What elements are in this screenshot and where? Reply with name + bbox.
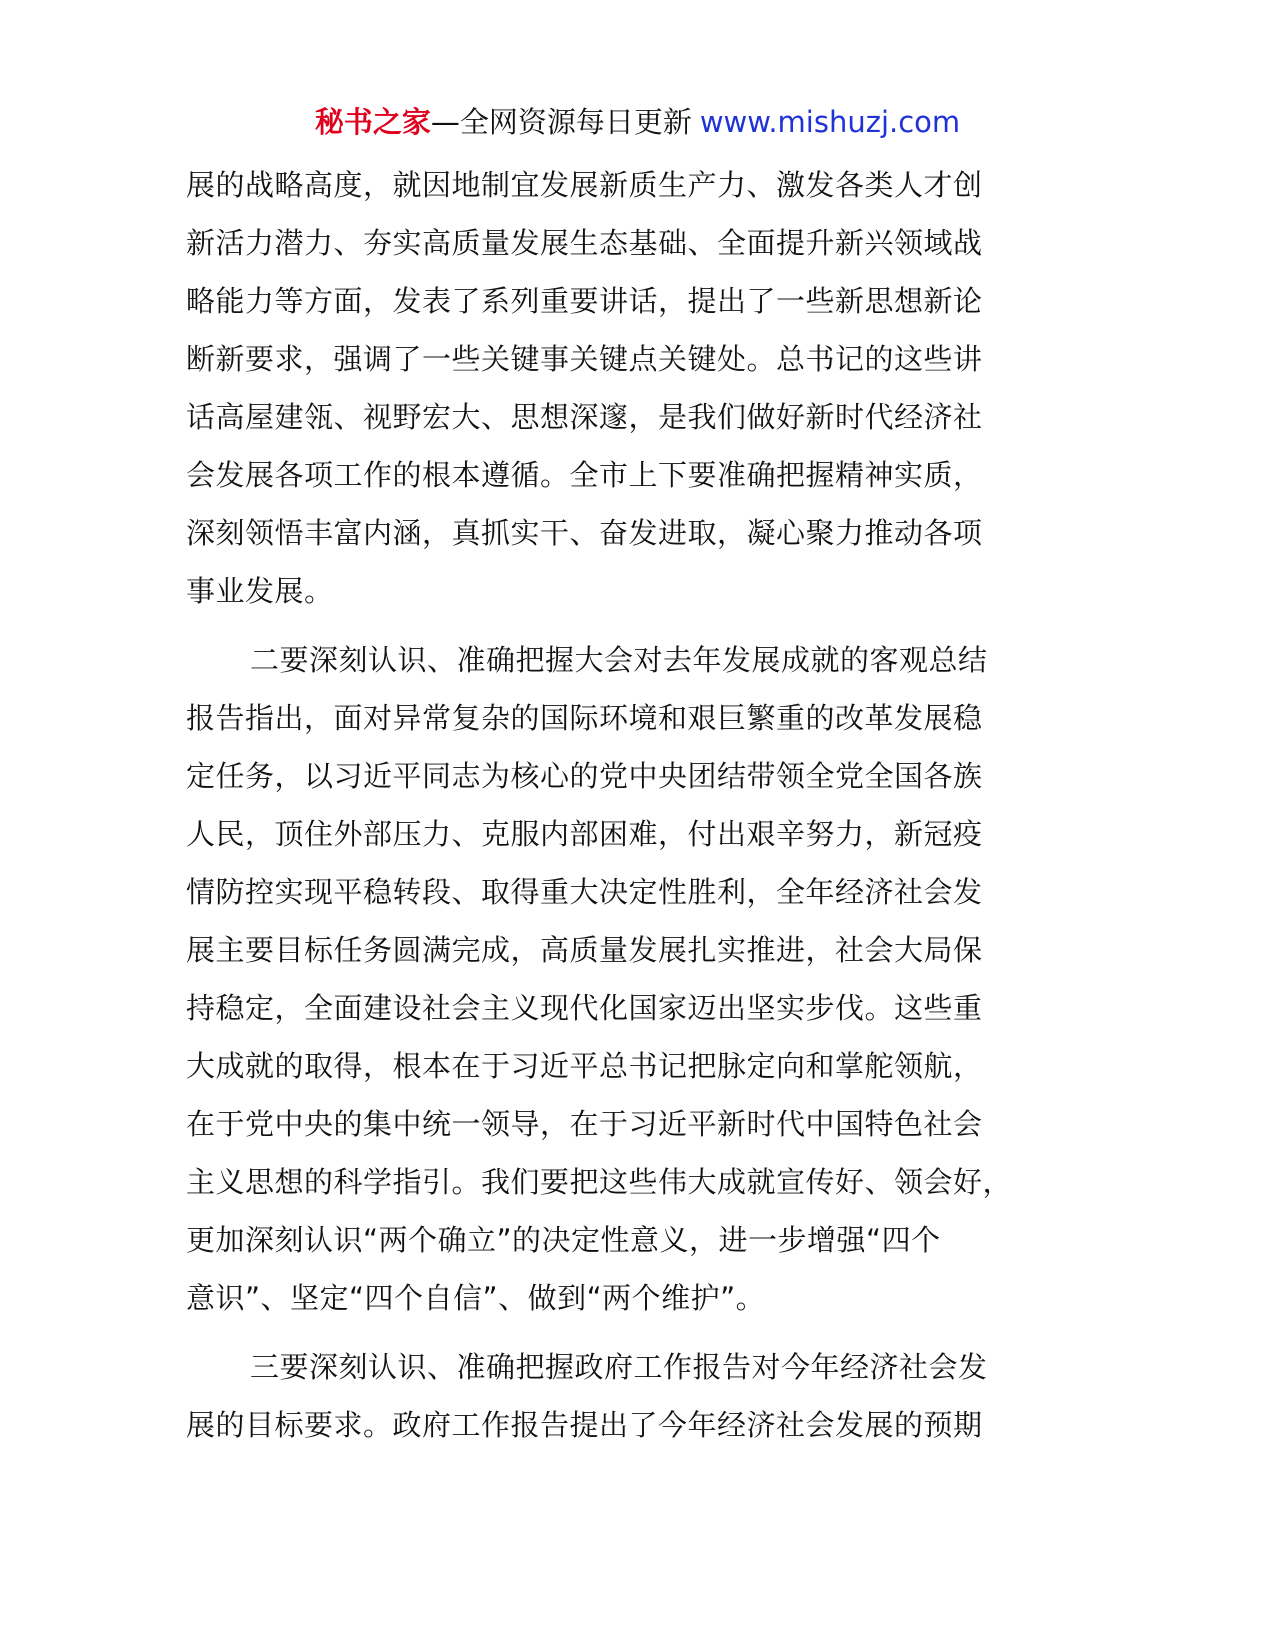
text-line: 主义思想的科学指引。我们要把这些伟大成就宣传好、领会好， — [186, 1165, 1013, 1199]
text-line: 话高屋建瓴、视野宏大、思想深邃，是我们做好新时代经济社 — [186, 400, 983, 434]
text-line: 定任务，以习近平同志为核心的党中央团结带领全党全国各族 — [186, 759, 983, 793]
paragraph-2 — [186, 631, 1086, 1327]
text-line: 意识”、坚定“四个自信”、做到“两个维护”。 — [186, 1281, 766, 1315]
text-line: 二要深刻认识、准确把握大会对去年发展成就的客观总结 — [250, 643, 988, 677]
text-line: 展的目标要求。政府工作报告提出了今年经济社会发展的预期 — [186, 1408, 983, 1442]
text-line: 人民，顶住外部压力、克服内部困难，付出艰辛努力，新冠疫 — [186, 817, 983, 851]
text-line: 报告指出，面对异常复杂的国际环境和艰巨繁重的改革发展稳 — [186, 701, 983, 735]
paragraph-3 — [186, 1338, 1086, 1454]
text-line: 三要深刻认识、准确把握政府工作报告对今年经济社会发 — [250, 1350, 988, 1384]
text-line: 断新要求，强调了一些关键事关键点关键处。总书记的这些讲 — [186, 342, 983, 376]
text-line: 新活力潜力、夯实高质量发展生态基础、全面提升新兴领域战 — [186, 226, 983, 260]
text-line: 展主要目标任务圆满完成，高质量发展扎实推进，社会大局保 — [186, 933, 983, 967]
text-line: 事业发展。 — [186, 574, 334, 608]
header-site-link[interactable]: www.mishuzj.com — [699, 105, 961, 139]
header-tagline: —全网资源每日更新 — [430, 105, 692, 139]
text-line: 深刻领悟丰富内涵，真抓实干、奋发进取，凝心聚力推动各项 — [186, 516, 983, 550]
text-line: 持稳定，全面建设社会主义现代化国家迈出坚实步伐。这些重 — [186, 991, 983, 1025]
paragraph-1 — [186, 156, 1086, 620]
document-body — [186, 156, 1086, 1454]
text-line: 在于党中央的集中统一领导，在于习近平新时代中国特色社会 — [186, 1107, 983, 1141]
text-line: 更加深刻认识“两个确立”的决定性意义，进一步增强“四个 — [186, 1223, 941, 1257]
text-line: 展的战略高度，就因地制宜发展新质生产力、激发各类人才创 — [186, 168, 983, 202]
text-line: 会发展各项工作的根本遵循。全市上下要准确把握精神实质， — [186, 458, 983, 492]
text-line: 大成就的取得，根本在于习近平总书记把脉定向和掌舵领航， — [186, 1049, 983, 1083]
text-line: 情防控实现平稳转段、取得重大决定性胜利，全年经济社会发 — [186, 875, 983, 909]
page-header — [0, 100, 1275, 144]
header-brand: 秘书之家 — [314, 105, 431, 139]
text-line: 略能力等方面，发表了系列重要讲话，提出了一些新思想新论 — [186, 284, 983, 318]
